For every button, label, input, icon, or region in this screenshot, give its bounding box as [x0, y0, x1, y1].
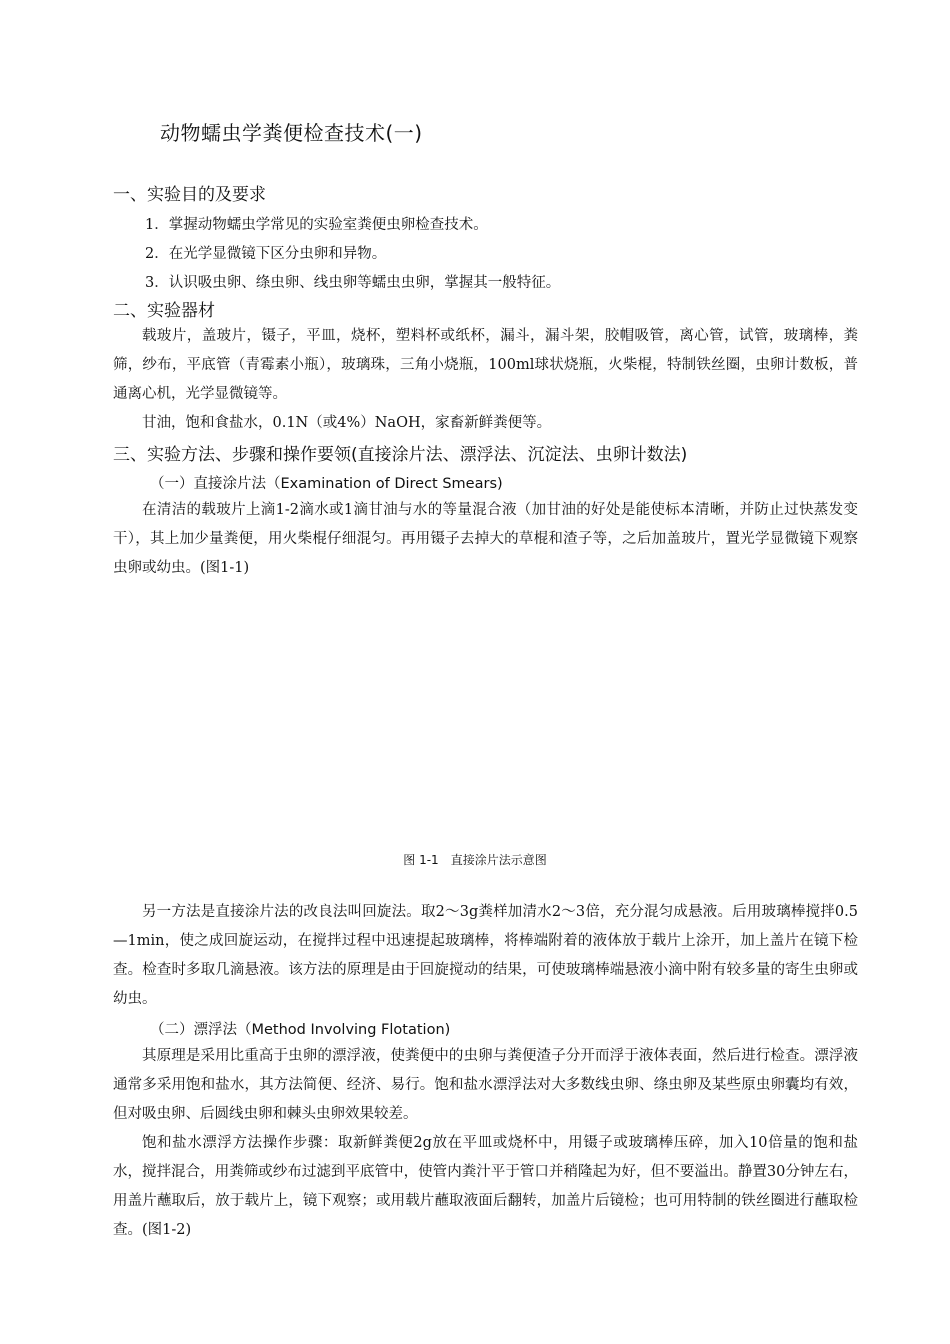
section-1-heading: 一、实验目的及要求: [113, 185, 266, 205]
flotation-principle-paragraph: 其原理是采用比重高于虫卵的漂浮液，使粪便中的虫卵与粪便渣子分开而浮于液体表面，然后进行检查。漂浮液通常多采用饱和盐水，其方法简便、经济、易行。饱和盐水漂浮法对大多数线虫卵、绦虫卵及某些原虫卵囊均有效，但对吸虫卵、后圆线虫卵和棘头虫卵效果较差。: [113, 1048, 858, 1122]
figure-1-1-caption: 图 1-1 直接涂片法示意图: [403, 853, 547, 867]
equipment-paragraph: 载玻片，盖玻片，镊子，平皿，烧杯，塑料杯或纸杯，漏斗，漏斗架，胶帽吸管，离心管，试管，玻璃棒，粪筛，纱布，平底管（青霉素小瓶），玻璃珠，三角小烧瓶，100ml球状烧瓶，火柴棍，特制铁丝圈，虫卵计数板，普通离心机，光学显微镜等。: [113, 328, 858, 402]
section-2-heading: 二、实验器材: [113, 301, 215, 321]
flotation-steps-paragraph: 饱和盐水漂浮方法操作步骤：取新鲜粪便2g放在平皿或烧杯中，用镊子或玻璃棒压碎，加入10倍量的饱和盐水，搅拌混合，用粪筛或纱布过滤到平底管中，使管内粪汁平于管口并稍隆起为好，但不要溢出。静置30分钟左右，用盖片蘸取后，放于载片上，镜下观察；或用载片蘸取液面后翻转，加盖片后镜检；也可用特制的铁丝圈进行蘸取检查。(图1-2): [113, 1135, 858, 1238]
document-title: 动物蠕虫学粪便检查技术(一): [160, 121, 423, 145]
section-3-heading: 三、实验方法、步骤和操作要领(直接涂片法、漂浮法、沉淀法、虫卵计数法): [113, 445, 688, 465]
reagents-paragraph: 甘油，饱和食盐水，0.1N（或4%）NaOH，家畜新鲜粪便等。: [142, 415, 552, 431]
figure-1-1-placeholder: [113, 595, 858, 835]
objective-item-1: 1．掌握动物蠕虫学常见的实验室粪便虫卵检查技术。: [145, 217, 488, 233]
subsection-2-heading: （二）漂浮法（Method Involving Flotation): [150, 1022, 451, 1038]
objective-item-3: 3．认识吸虫卵、绦虫卵、线虫卵等蠕虫虫卵，掌握其一般特征。: [145, 275, 561, 291]
rotation-method-paragraph: 另一方法是直接涂片法的改良法叫回旋法。取2～3g粪样加清水2～3倍，充分混匀成悬液。后用玻璃棒搅拌0.5—1min，使之成回旋运动，在搅拌过程中迅速提起玻璃棒，将棒端附着的液体放于载片上涂开，加上盖片在镜下检查。检查时多取几滴悬液。该方法的原理是由于回旋搅动的结果，可使玻璃棒端悬液小滴中附有较多量的寄生虫卵或幼虫。: [113, 904, 858, 1007]
objective-item-2: 2．在光学显微镜下区分虫卵和异物。: [145, 246, 387, 262]
direct-smear-paragraph: 在清洁的载玻片上滴1-2滴水或1滴甘油与水的等量混合液（加甘油的好处是能使标本清晰，并防止过快蒸发变干），其上加少量粪便，用火柴棍仔细混匀。再用镊子去掉大的草棍和渣子等，之后加盖玻片，置光学显微镜下观察虫卵或幼虫。(图1-1): [113, 502, 858, 576]
subsection-1-heading: （一）直接涂片法（Examination of Direct Smears): [150, 476, 503, 492]
